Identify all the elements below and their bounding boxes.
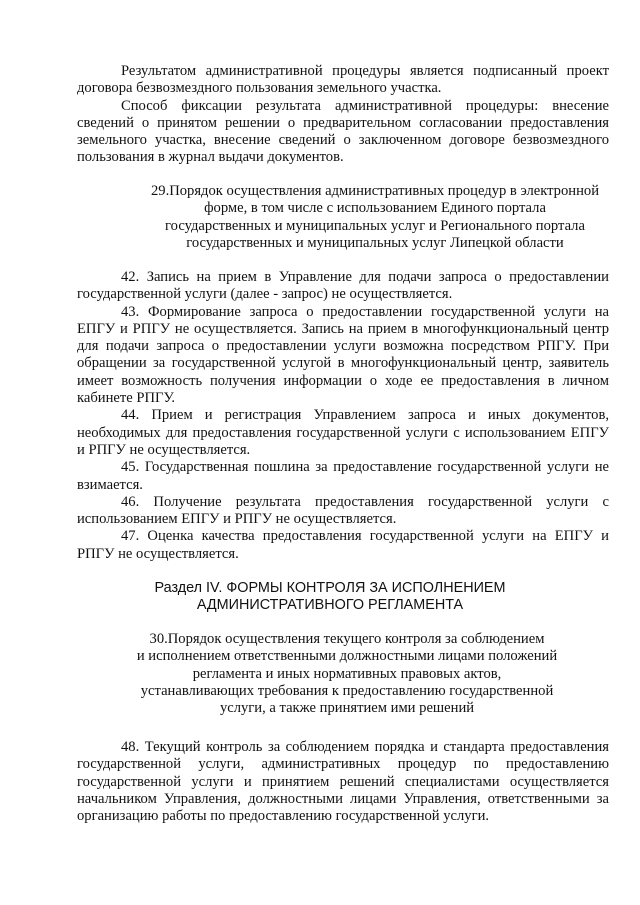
item-46: 46. Получение результата предоставления государственной услуги с использованием ЕПГУ и РПГУ не осуществляется.	[77, 493, 609, 528]
item-43: 43. Формирование запроса о предоставлении государственной услуги на ЕПГУ и РПГУ не осуществляется. Запись на прием в многофункциональный центр для подачи запроса о предоставлении услуги возможна посредством РПГУ. При обращении за государственной услугой в многофункциональный центр, заявитель имеет возможность получения информации о ходе ее предоставления в личном кабинете РПГУ.	[77, 303, 609, 407]
heading-29-line: форме, в том числе с использованием Единого портала	[204, 200, 546, 217]
heading-29-line: государственных и муниципальных услуг и Регионального портала	[165, 217, 585, 234]
item-42: 42. Запись на прием в Управление для подачи запроса о предоставлении государственной услуги (далее - запрос) не осуществляется.	[77, 269, 609, 303]
item-48-section	[77, 739, 609, 825]
heading-30-line: регламента и иных нормативных правовых актов,	[192, 665, 502, 682]
paragraph-result: Результатом административной процедуры является подписанный проект договора безвозмездного пользования земельного участка.	[77, 63, 609, 97]
heading-30-line: услуги, а также принятием ими решений	[219, 700, 475, 717]
heading-30-line: 30.Порядок осуществления текущего контроля за соблюдением	[149, 631, 545, 647]
item-45: 45. Государственная пошлина за предоставление государственной услуги не взимается.	[77, 459, 609, 493]
heading-30-line: устанавливающих требования к предоставлению государственной	[140, 682, 554, 699]
heading-30-line: и исполнением ответственными должностными лицами положений	[136, 648, 558, 665]
heading-29-line: 29.Порядок осуществления административных процедур в электронной	[150, 183, 600, 199]
paragraph-fixation: Способ фиксации результата административной процедуры: внесение сведений о принятом решении о предварительном согласовании предоставления земельного участка, внесение сведений о заключенном договоре безвозмездного пользования в журнал выдачи документов.	[77, 97, 609, 166]
section-iv-heading	[140, 580, 520, 615]
item-47: 47. Оценка качества предоставления государственной услуги на ЕПГУ и РПГУ не осуществляется.	[77, 528, 609, 562]
section-iv-line: АДМИНИСТРАТИВНОГО РЕГЛАМЕНТА	[196, 597, 464, 614]
item-44: 44. Прием и регистрация Управлением запроса и иных документов, необходимых для предоставления государственной услуги с использованием ЕПГУ и РПГУ не осуществляется.	[77, 407, 609, 458]
item-48: 48. Текущий контроль за соблюдением порядка и стандарта предоставления государственной услуги, административных процедур по предоставлению государственной услуги и принятием решений специалистами осуществляется начальником Управления, должностными лицами Управления, ответственными за организацию работы по предоставлению государственной услуги.	[77, 739, 609, 825]
items-42-47	[77, 269, 609, 563]
heading-29	[140, 183, 610, 252]
section-iv-line: Раздел IV. ФОРМЫ КОНТРОЛЯ ЗА ИСПОЛНЕНИЕМ	[154, 580, 506, 596]
heading-29-line: государственных и муниципальных услуг Липецкой области	[186, 234, 564, 251]
heading-30	[112, 631, 582, 717]
intro-section	[77, 63, 609, 167]
